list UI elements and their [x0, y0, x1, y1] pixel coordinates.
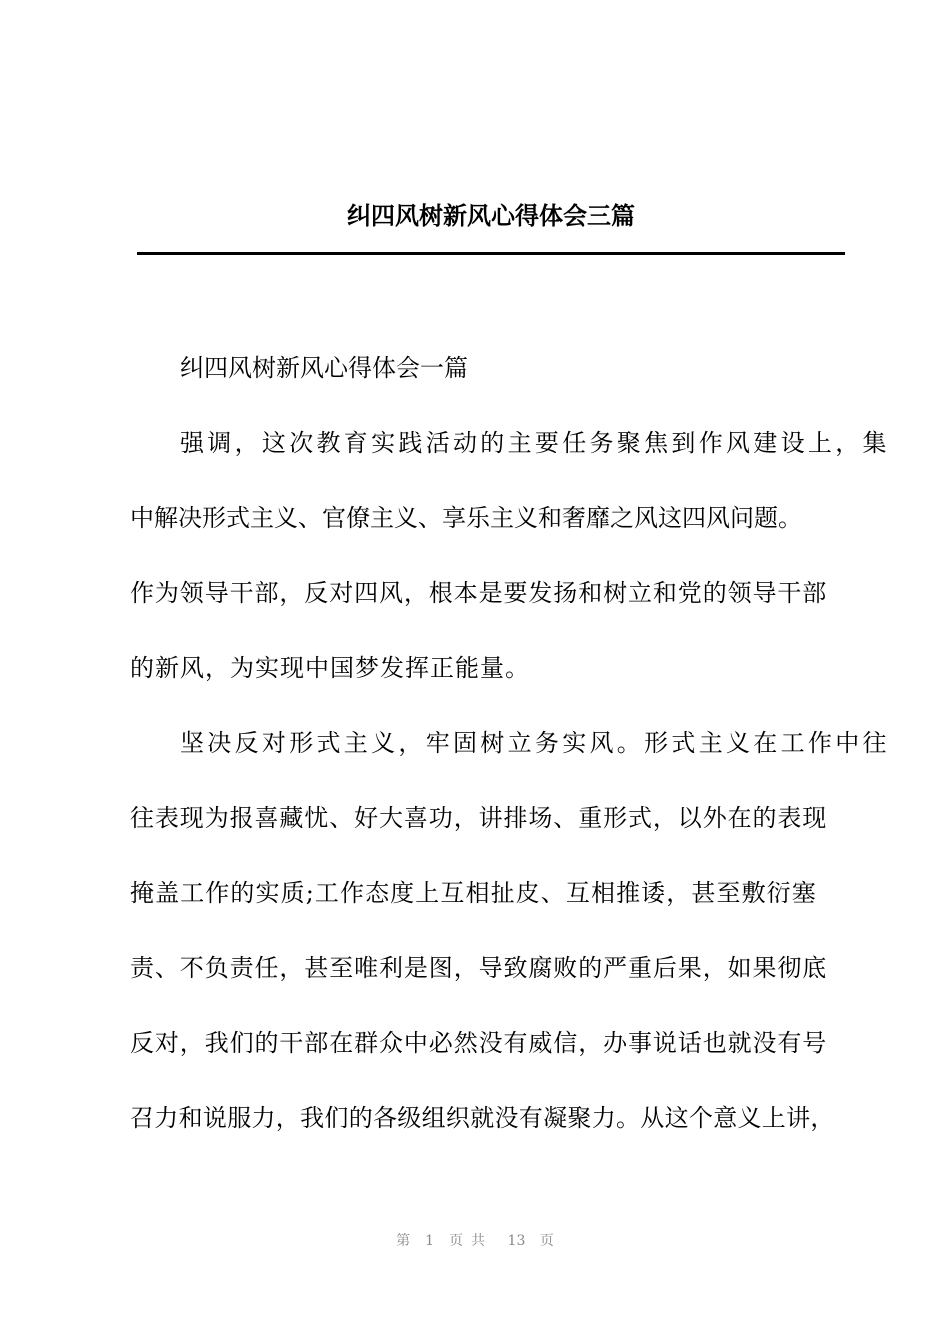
paragraph-line: 作为领导干部，反对四风，根本是要发扬和树立和党的领导干部 — [130, 579, 828, 607]
footer-prefix: 第 — [396, 1233, 411, 1249]
paragraph-line: 的新风，为实现中国梦发挥正能量。 — [130, 654, 530, 682]
page-title: 纠四风树新风心得体会三篇 — [347, 201, 635, 230]
footer-current-page: 1 — [425, 1233, 434, 1249]
paragraph-line: 召力和说服力，我们的各级组织就没有凝聚力。从这个意义上讲， — [130, 1104, 835, 1132]
paragraph-line: 掩盖工作的实质;工作态度上互相扯皮、互相推诿，甚至敷衍塞 — [130, 879, 817, 907]
section-heading: 纠四风树新风心得体会一篇 — [180, 354, 468, 382]
paragraph-line: 责、不负责任，甚至唯利是图，导致腐败的严重后果，如果彻底 — [130, 954, 828, 982]
footer-middle: 页共 — [449, 1233, 493, 1249]
paragraph-line: 反对，我们的干部在群众中必然没有威信，办事说话也就没有号 — [130, 1029, 828, 1057]
page-footer — [0, 1230, 950, 1250]
footer-suffix: 页 — [539, 1233, 554, 1249]
paragraph-line: 强调，这次教育实践活动的主要任务聚焦到作风建设上，集 — [180, 429, 890, 457]
title-divider — [137, 252, 845, 255]
footer-total-pages: 13 — [507, 1233, 526, 1249]
paragraph-line: 坚决反对形式主义，牢固树立务实风。形式主义在工作中往 — [180, 729, 890, 757]
paragraph-line: 中解决形式主义、官僚主义、享乐主义和奢靡之风这四风问题。 — [130, 504, 802, 532]
paragraph-line: 往表现为报喜藏忧、好大喜功，讲排场、重形式，以外在的表现 — [130, 804, 828, 832]
